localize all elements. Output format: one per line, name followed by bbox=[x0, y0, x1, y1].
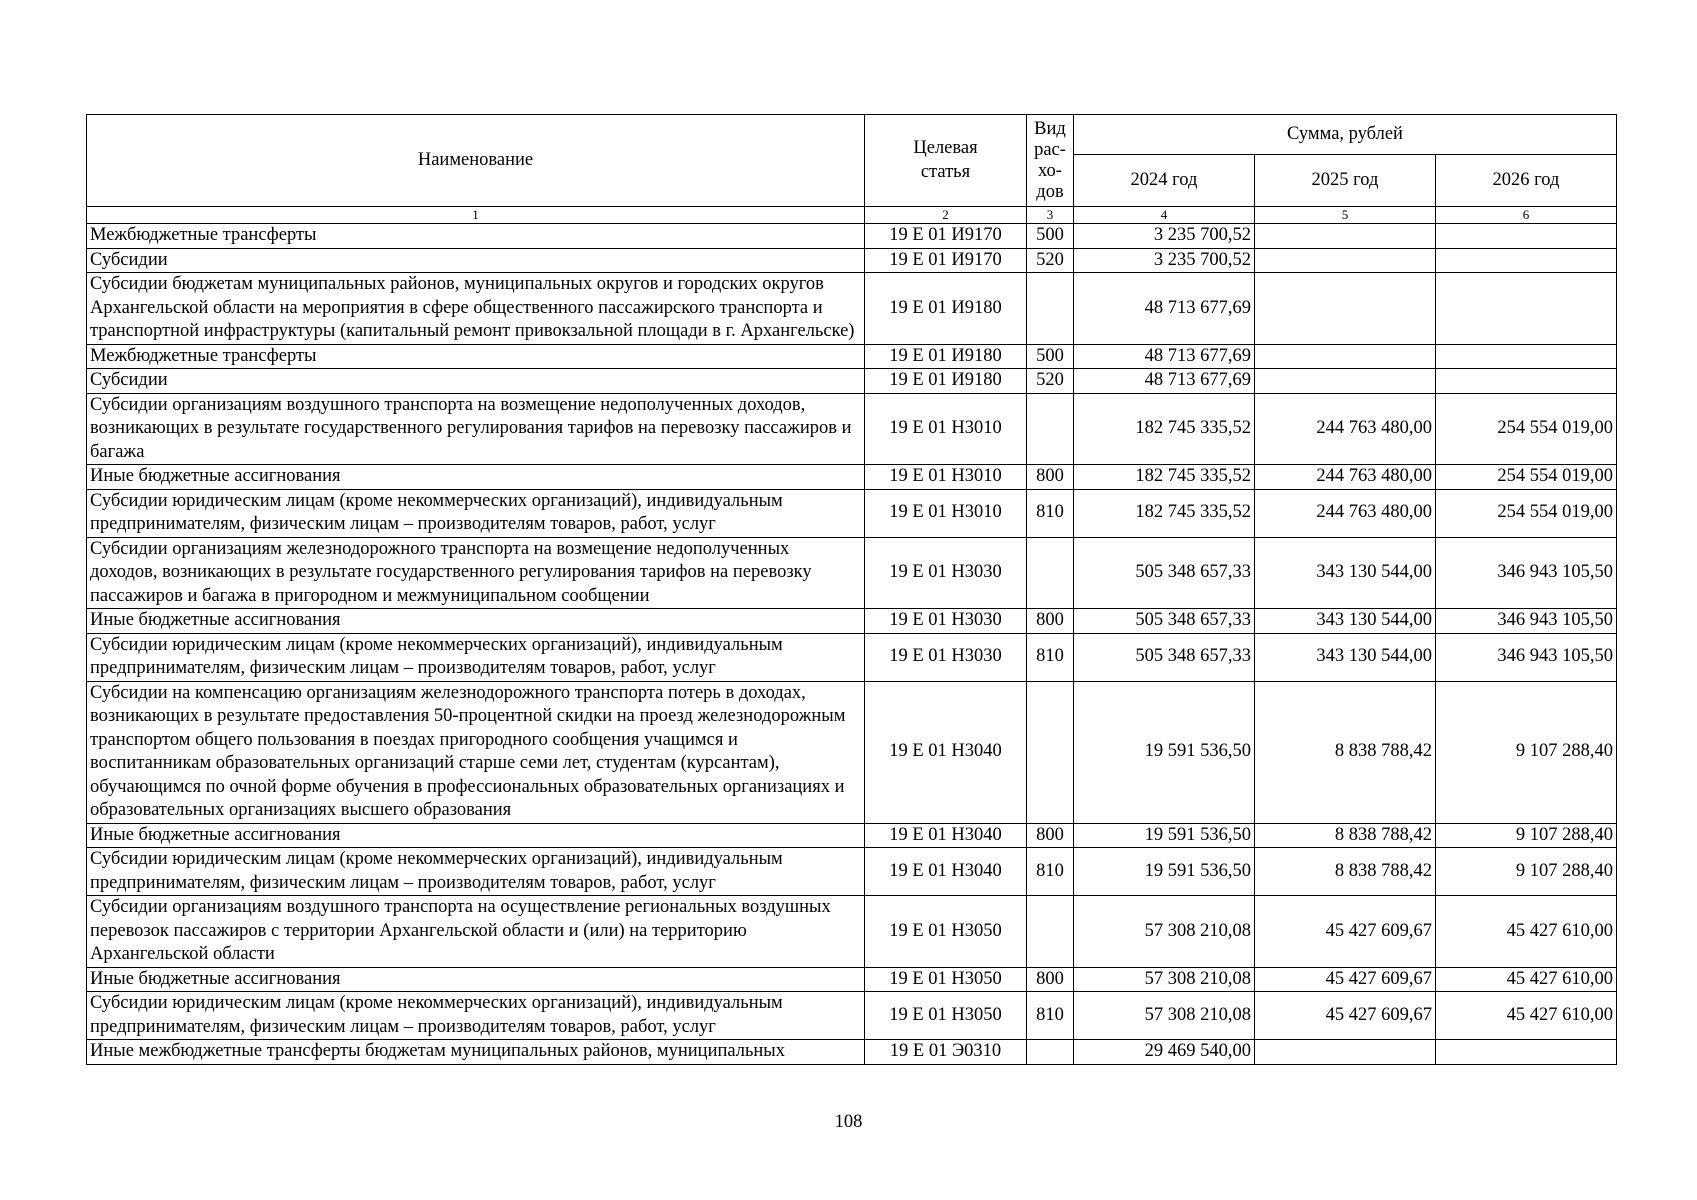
row-amount-2024: 3 235 700,52 bbox=[1074, 224, 1255, 249]
row-amount-2024: 48 713 677,69 bbox=[1074, 273, 1255, 345]
row-target-article: 19 Е 01 Н3040 bbox=[865, 823, 1027, 848]
table-body bbox=[87, 224, 1617, 1065]
column-number: 2 bbox=[865, 207, 1027, 224]
row-target-article: 19 Е 01 И9180 bbox=[865, 273, 1027, 345]
row-amount-2026: 346 943 105,50 bbox=[1436, 633, 1617, 681]
column-number: 4 bbox=[1074, 207, 1255, 224]
table-row bbox=[87, 369, 1617, 394]
table-row bbox=[87, 823, 1617, 848]
row-amount-2026: 254 554 019,00 bbox=[1436, 393, 1617, 465]
table-row bbox=[87, 992, 1617, 1040]
row-amount-2025: 343 130 544,00 bbox=[1255, 633, 1436, 681]
table-row bbox=[87, 489, 1617, 537]
row-name: Иные бюджетные ассигнования bbox=[87, 967, 865, 992]
row-target-article: 19 Е 01 Н3010 bbox=[865, 393, 1027, 465]
row-amount-2025 bbox=[1255, 273, 1436, 345]
row-name: Субсидии юридическим лицам (кроме некоммерческих организаций), индивидуальным предпринимателям, физическим лицам – производителям товаров, работ, услуг bbox=[87, 848, 865, 896]
table-row bbox=[87, 248, 1617, 273]
row-expense-type bbox=[1027, 896, 1074, 968]
row-amount-2024: 57 308 210,08 bbox=[1074, 992, 1255, 1040]
header-expense-type-line: Вид bbox=[1034, 118, 1066, 139]
row-amount-2026: 45 427 610,00 bbox=[1436, 992, 1617, 1040]
row-target-article: 19 Е 01 И9170 bbox=[865, 248, 1027, 273]
header-sum: Сумма, рублей bbox=[1074, 115, 1617, 155]
row-amount-2026: 254 554 019,00 bbox=[1436, 489, 1617, 537]
row-amount-2026: 45 427 610,00 bbox=[1436, 967, 1617, 992]
table-row bbox=[87, 344, 1617, 369]
row-expense-type: 500 bbox=[1027, 224, 1074, 249]
column-number: 6 bbox=[1436, 207, 1617, 224]
row-expense-type: 800 bbox=[1027, 823, 1074, 848]
row-amount-2026: 346 943 105,50 bbox=[1436, 537, 1617, 609]
row-amount-2026: 254 554 019,00 bbox=[1436, 465, 1617, 490]
row-expense-type: 800 bbox=[1027, 465, 1074, 490]
row-target-article: 19 Е 01 Э0310 bbox=[865, 1040, 1027, 1065]
row-expense-type: 520 bbox=[1027, 248, 1074, 273]
column-number: 3 bbox=[1027, 207, 1074, 224]
row-target-article: 19 Е 01 Н3010 bbox=[865, 465, 1027, 490]
header-year-2026: 2026 год bbox=[1436, 155, 1617, 207]
row-amount-2024: 505 348 657,33 bbox=[1074, 609, 1255, 634]
row-target-article: 19 Е 01 И9180 bbox=[865, 369, 1027, 394]
table-row bbox=[87, 224, 1617, 249]
row-amount-2026 bbox=[1436, 248, 1617, 273]
row-amount-2025: 45 427 609,67 bbox=[1255, 896, 1436, 968]
row-amount-2025: 8 838 788,42 bbox=[1255, 681, 1436, 823]
page-number: 108 bbox=[834, 1112, 863, 1132]
column-number: 5 bbox=[1255, 207, 1436, 224]
header-year-2024: 2024 год bbox=[1074, 155, 1255, 207]
table-row bbox=[87, 537, 1617, 609]
row-name: Иные бюджетные ассигнования bbox=[87, 465, 865, 490]
row-expense-type: 500 bbox=[1027, 344, 1074, 369]
row-amount-2025: 343 130 544,00 bbox=[1255, 609, 1436, 634]
row-target-article: 19 Е 01 Н3030 bbox=[865, 609, 1027, 634]
row-expense-type: 810 bbox=[1027, 489, 1074, 537]
row-amount-2024: 182 745 335,52 bbox=[1074, 465, 1255, 490]
row-amount-2025: 244 763 480,00 bbox=[1255, 489, 1436, 537]
row-amount-2026 bbox=[1436, 344, 1617, 369]
table-row bbox=[87, 848, 1617, 896]
row-amount-2024: 19 591 536,50 bbox=[1074, 823, 1255, 848]
row-amount-2026: 9 107 288,40 bbox=[1436, 681, 1617, 823]
row-amount-2024: 182 745 335,52 bbox=[1074, 489, 1255, 537]
table-row bbox=[87, 393, 1617, 465]
row-target-article: 19 Е 01 И9170 bbox=[865, 224, 1027, 249]
row-amount-2024: 57 308 210,08 bbox=[1074, 967, 1255, 992]
header-row-top bbox=[87, 115, 1617, 155]
table-row bbox=[87, 1040, 1617, 1065]
row-target-article: 19 Е 01 И9180 bbox=[865, 344, 1027, 369]
row-expense-type: 800 bbox=[1027, 609, 1074, 634]
row-name: Иные бюджетные ассигнования bbox=[87, 823, 865, 848]
row-target-article: 19 Е 01 Н3050 bbox=[865, 992, 1027, 1040]
row-expense-type: 810 bbox=[1027, 633, 1074, 681]
row-amount-2024: 505 348 657,33 bbox=[1074, 633, 1255, 681]
row-amount-2025: 343 130 544,00 bbox=[1255, 537, 1436, 609]
row-amount-2025 bbox=[1255, 369, 1436, 394]
budget-table-container bbox=[86, 114, 1616, 1065]
row-amount-2025 bbox=[1255, 344, 1436, 369]
table-row bbox=[87, 633, 1617, 681]
row-name: Субсидии юридическим лицам (кроме некоммерческих организаций), индивидуальным предпринимателям, физическим лицам – производителям товаров, работ, услуг bbox=[87, 633, 865, 681]
row-amount-2024: 57 308 210,08 bbox=[1074, 896, 1255, 968]
row-name: Субсидии организациям воздушного транспорта на возмещение недополученных доходов, возникающих в результате государственного регулирования тарифов на перевозку пассажиров и багажа bbox=[87, 393, 865, 465]
row-amount-2025: 8 838 788,42 bbox=[1255, 823, 1436, 848]
row-target-article: 19 Е 01 Н3050 bbox=[865, 967, 1027, 992]
row-name: Межбюджетные трансферты bbox=[87, 224, 865, 249]
row-amount-2025: 244 763 480,00 bbox=[1255, 465, 1436, 490]
row-name: Субсидии организациям железнодорожного транспорта на возмещение недополученных доходов, возникающих в результате государственного регулирования тарифов на перевозку пассажиров и багажа в пригородном и межмуниципальном сообщении bbox=[87, 537, 865, 609]
header-expense-type-line: хо- bbox=[1038, 160, 1062, 181]
row-amount-2024: 48 713 677,69 bbox=[1074, 369, 1255, 394]
row-name: Субсидии bbox=[87, 369, 865, 394]
table-row bbox=[87, 967, 1617, 992]
row-target-article: 19 Е 01 Н3050 bbox=[865, 896, 1027, 968]
row-expense-type bbox=[1027, 537, 1074, 609]
row-amount-2026 bbox=[1436, 369, 1617, 394]
column-number: 1 bbox=[87, 207, 865, 224]
row-amount-2026 bbox=[1436, 224, 1617, 249]
column-number-row bbox=[87, 207, 1617, 224]
table-row bbox=[87, 465, 1617, 490]
row-expense-type: 810 bbox=[1027, 848, 1074, 896]
table-row bbox=[87, 681, 1617, 823]
row-amount-2024: 19 591 536,50 bbox=[1074, 681, 1255, 823]
row-amount-2024: 48 713 677,69 bbox=[1074, 344, 1255, 369]
row-target-article: 19 Е 01 Н3030 bbox=[865, 633, 1027, 681]
row-amount-2026 bbox=[1436, 1040, 1617, 1065]
row-name: Субсидии юридическим лицам (кроме некоммерческих организаций), индивидуальным предпринимателям, физическим лицам – производителям товаров, работ, услуг bbox=[87, 992, 865, 1040]
row-amount-2025 bbox=[1255, 248, 1436, 273]
row-amount-2024: 3 235 700,52 bbox=[1074, 248, 1255, 273]
row-name: Субсидии bbox=[87, 248, 865, 273]
row-name: Субсидии бюджетам муниципальных районов, муниципальных округов и городских округов Архангельской области на мероприятия в сфере общественного пассажирского транспорта и транспортной инфраструктуры (капитальный ремонт привокзальной площади в г. Архангельске) bbox=[87, 273, 865, 345]
row-amount-2025 bbox=[1255, 224, 1436, 249]
row-target-article: 19 Е 01 Н3040 bbox=[865, 681, 1027, 823]
header-target-article: Целевая статья bbox=[865, 115, 1027, 207]
row-target-article: 19 Е 01 Н3030 bbox=[865, 537, 1027, 609]
row-name: Межбюджетные трансферты bbox=[87, 344, 865, 369]
row-expense-type bbox=[1027, 393, 1074, 465]
row-amount-2025: 45 427 609,67 bbox=[1255, 967, 1436, 992]
row-expense-type bbox=[1027, 1040, 1074, 1065]
row-expense-type bbox=[1027, 681, 1074, 823]
row-amount-2025 bbox=[1255, 1040, 1436, 1065]
header-year-2025: 2025 год bbox=[1255, 155, 1436, 207]
row-expense-type bbox=[1027, 273, 1074, 345]
row-amount-2026: 346 943 105,50 bbox=[1436, 609, 1617, 634]
row-amount-2026: 9 107 288,40 bbox=[1436, 848, 1617, 896]
row-name: Субсидии организациям воздушного транспорта на осуществление региональных воздушных перевозок пассажиров с территории Архангельской области и (или) на территорию Архангельской области bbox=[87, 896, 865, 968]
row-target-article: 19 Е 01 Н3010 bbox=[865, 489, 1027, 537]
row-name: Иные межбюджетные трансферты бюджетам муниципальных районов, муниципальных bbox=[87, 1040, 865, 1065]
row-name: Иные бюджетные ассигнования bbox=[87, 609, 865, 634]
row-amount-2026: 45 427 610,00 bbox=[1436, 896, 1617, 968]
row-amount-2026: 9 107 288,40 bbox=[1436, 823, 1617, 848]
table-row bbox=[87, 609, 1617, 634]
row-amount-2025: 45 427 609,67 bbox=[1255, 992, 1436, 1040]
header-expense-type bbox=[1027, 115, 1074, 207]
row-name: Субсидии юридическим лицам (кроме некоммерческих организаций), индивидуальным предпринимателям, физическим лицам – производителям товаров, работ, услуг bbox=[87, 489, 865, 537]
budget-table bbox=[86, 114, 1617, 1065]
table-row bbox=[87, 896, 1617, 968]
row-name: Субсидии на компенсацию организациям железнодорожного транспорта потерь в доходах, возникающих в результате предоставления 50-процентной скидки на проезд железнодорожным транспортом общего пользования в поездах пригородного сообщения учащимся и воспитанникам образовательных организаций старше семи лет, студентам (курсантам), обучающимся по очной форме обучения в профессиональных образовательных организациях и образовательных организациях высшего образования bbox=[87, 681, 865, 823]
row-amount-2025: 244 763 480,00 bbox=[1255, 393, 1436, 465]
header-expense-type-line: рас- bbox=[1034, 139, 1066, 160]
row-expense-type: 810 bbox=[1027, 992, 1074, 1040]
row-amount-2024: 19 591 536,50 bbox=[1074, 848, 1255, 896]
row-expense-type: 520 bbox=[1027, 369, 1074, 394]
row-amount-2024: 182 745 335,52 bbox=[1074, 393, 1255, 465]
row-amount-2024: 505 348 657,33 bbox=[1074, 537, 1255, 609]
row-target-article: 19 Е 01 Н3040 bbox=[865, 848, 1027, 896]
row-amount-2026 bbox=[1436, 273, 1617, 345]
row-amount-2024: 29 469 540,00 bbox=[1074, 1040, 1255, 1065]
row-expense-type: 800 bbox=[1027, 967, 1074, 992]
header-expense-type-line: дов bbox=[1036, 181, 1064, 202]
table-row bbox=[87, 273, 1617, 345]
header-name: Наименование bbox=[87, 115, 865, 207]
row-amount-2025: 8 838 788,42 bbox=[1255, 848, 1436, 896]
